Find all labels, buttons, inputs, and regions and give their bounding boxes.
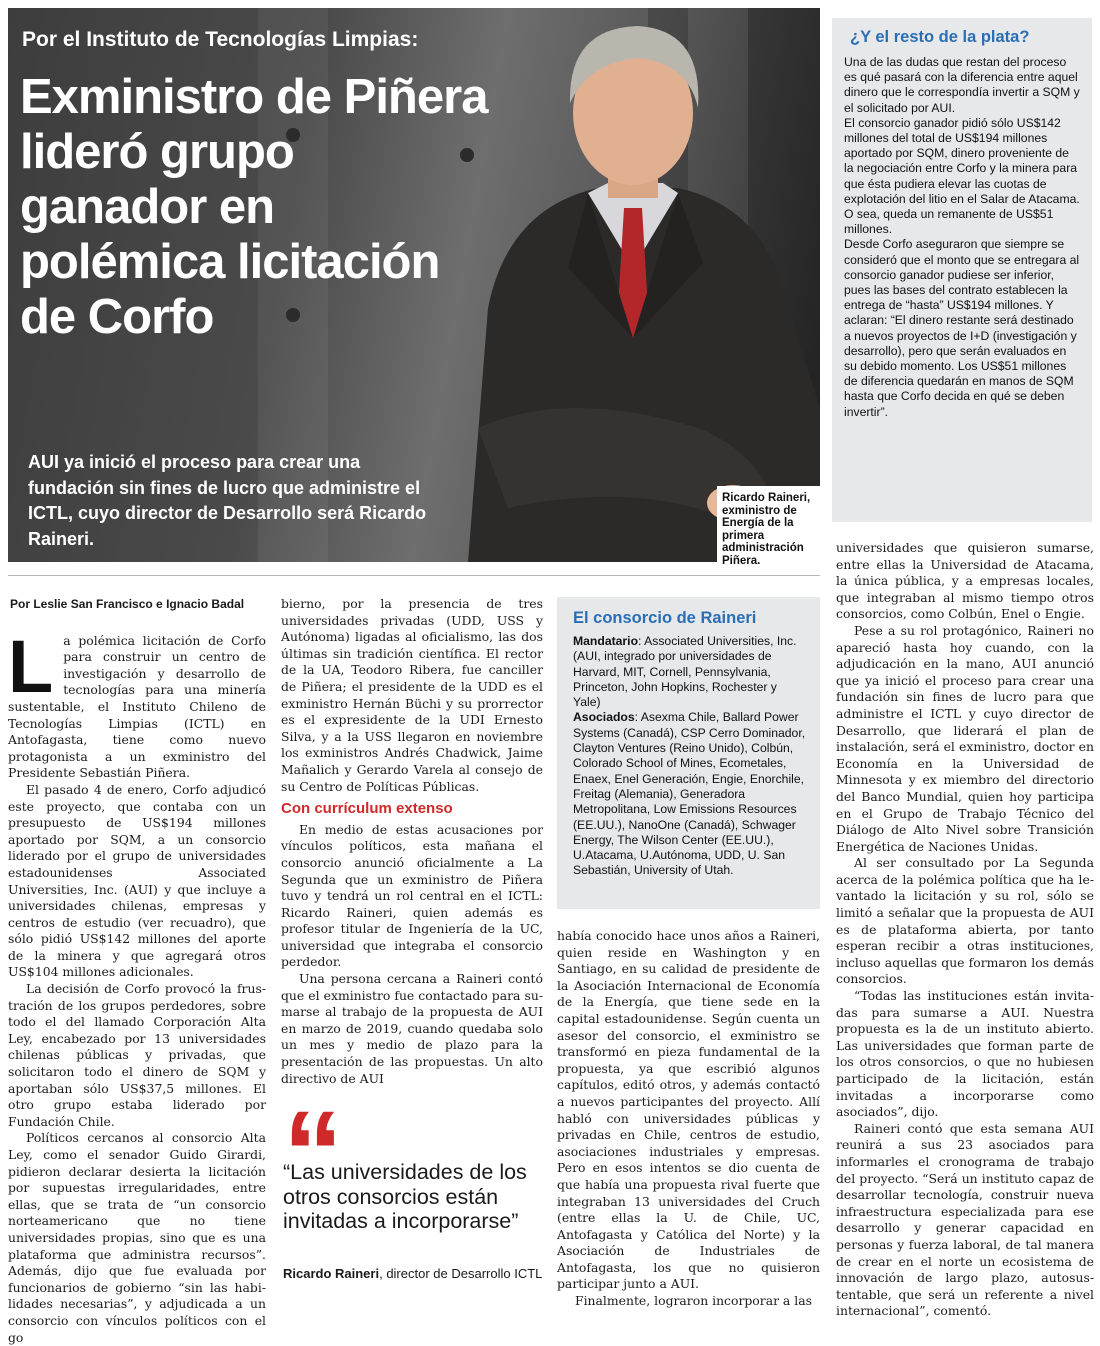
article-paragraph: Pese a su rol protagónico, Raineri no apareció hasta hoy cuando, con la adjudicación en la mano, AUI anunció que ya inició el proceso para crear una fundación sin fines de lucro para que administre el ICTL y cuyo director de Desarrollo, que liderará el plan de instalación, será el exministro, doctor en Economía en la Universidad de Minnesota y ex miembro del directorio del Banco Mundial, quien hoy participa en el Grupo de Trabajo Técnico del Diálogo de Alto Nivel sobre Transición Energética de Naciones Unidas. xyxy=(836,622,1094,854)
article-paragraph: bierno, por la presencia de tres universidades privadas (UDD, USS y Autónoma) ligadas al oficialismo, las dos últimas sin tradición científica. El rector de la UA, Teodoro Ribera, fue canciller de Piñera; el presidente de la UDD es el exministro Hernán Büchi y su prorrector es el expresidente de la UDI Ernesto Silva, y a la USS llegaron en noviembre los exministros Andrés Chadwick, Jaime Mañalich y Gerardo Varela al consejo de su Centro de Políticas Públicas. xyxy=(281,596,543,794)
section-divider xyxy=(8,575,820,576)
article-paragraph: “Todas las instituciones están invitadas para sumarse a AUI. Nuestra propuesta es la de un instituto abierto. Las universidades que forman parte de los otros consorcios, o que no hubiesen participado de la licitación, están invitadas a incorporarse como asociados”, dijo. xyxy=(836,988,1094,1120)
article-paragraph: Finalmente, lograron incorporar a las xyxy=(575,1293,812,1309)
article-column-1 xyxy=(8,596,266,1346)
sidebar-paragraph: Desde Corfo aseguraron que siempre se consideró que el monto que se entregara al consorcio ganador pudiese ser inferior, pues las bases del contrato establecen la entrega de “hasta” US$194 millones. Y aclaran: “El dinero restante será destinado a nuevos proyectos de I+D (investigación y desarrollo), pero que serán evaluados en su debido momento. Los US$51 millones de diferencia quedarán en manos de SQM hasta que Corfo decida en qué se deben invertir”. xyxy=(844,237,1080,419)
quote-mark-icon: “ xyxy=(283,1086,343,1220)
article-paragraph: había conocido hace unos años a Raineri, quien reside en Washington y en Santiago, en su calidad de presidente de la Asociación Internacional de Economía de la Energía, que tiene sede en la capital estadounidense. Según cuenta un asesor del consorcio, el exministro se transformó en pieza fundamental de la propuesta, ya que escribió algunos capítulos, editó otros, y además contactó a nuevos participantes del proyecto. Allí habló con universidades públicas y privadas en Chile, centros de estudio, asociaciones industriales y empresas. Pero en esos intentos se dio cuenta de que había una propuesta rival fuerte que integraban 13 universidades del Cruch (entre ellas la U. de Chile, UC, Antofagasta y Católica del Norte) y la Asociación de Industriales de Antofagasta, los que no quisieron participar junto a AUI. xyxy=(557,928,820,1292)
sidebar-title: ¿Y el resto de la plata? xyxy=(850,28,1030,46)
article-paragraph: Al ser consultado por La Segunda acerca de la polémica política que ha levantado la licitación y su rol, sólo se limitó a señalar que la propuesta de AUI es de plataforma abierta, por tanto esperan recibir a otras instituciones, incluso aquellas que formaron los demás consorcios. xyxy=(836,855,1094,987)
asociados-text: : Asexma Chile, Ballard Power Systems (Canadá), CSP Cerro Dominador, Clayton Ventures (Reino Unido), Colbún, Colorado School of Mines, Ecometales, Enaex, Enel Generación, Engie, Enorchile, Freitag (Alemania), Generadora Metropolitana, Low Emissions Resources (EE.UU.), NanoOne (Canadá), Schwager Energy, The Wilson Center (EE.UU.), U.Atacama, U.Autónoma, UDD, U. San Sebastián, University of Utah. xyxy=(573,710,806,878)
photo-caption: Ricardo Raineri, exministro de Energía de la primera administración Piñera. xyxy=(717,486,820,566)
article-column-4 xyxy=(836,540,1094,1320)
article-paragraph: La decisión de Corfo provocó la frustración de los grupos perdedores, sobre todo el del llamado Corporación Alta Ley, encabezado por 13 universidades chilenas públicas y privadas, que solicitaron todo el dinero de SQM y aportaban sólo US$37,5 millones. El otro grupo estaba liderado por Fundación Chile. xyxy=(8,981,266,1129)
sidebar-paragraph: O sea, queda un remanente de US$51 millones. xyxy=(844,207,1054,237)
deck: AUI ya inició el proceso para crear una fundación sin fines de lucro que administre el ICTL, cuyo director de Desarrollo será Ricardo Raineri. xyxy=(28,452,427,549)
hero-photo-panel xyxy=(8,8,820,567)
pull-quote: “Las universidades de los otros consorcios están invitadas a incorporarse” xyxy=(283,1160,527,1233)
pull-quote-attribution xyxy=(283,1266,545,1282)
box-title: El consorcio de Raineri xyxy=(573,609,757,627)
sidebar-paragraph: Una de las dudas que restan del proceso es qué pasará con la diferencia entre aquel dinero que le correspondía invertir a SQM y el solicitado por AUI. xyxy=(844,55,1080,115)
asociados-label: Asociados xyxy=(573,710,635,725)
article-column-3 xyxy=(557,928,820,1310)
sidebar-body xyxy=(844,55,1080,420)
article-paragraph: El pasado 4 de enero, Corfo adjudicó este proyecto, que contaba con un presupuesto de US$194 millones aportado por SQM, a un consorcio liderado por el grupo de universidades estadounidenses Associated Universities, Inc. (AUI) y que incluye a universidades chilenas, empresas y centros de estudio (ver recuadro), que sólo pidió US$142 millones del aporte de la minera y que agregará otros US$104 millones adicionales. xyxy=(8,781,266,980)
drop-cap: L xyxy=(8,624,54,708)
byline: Por Leslie San Francisco e Ignacio Badal xyxy=(10,597,245,611)
article-paragraph: a polémica licitación de Corfo para construir un centro de investigación y desarrollo de tecnologías para una minería sustentable, el Instituto Chileno de Tecnologías Limpias (ICTL) en Antofagasta, tiene como nuevo protagonista a un exministro del Presidente Sebastián Piñera. xyxy=(8,632,266,781)
portrait-figure xyxy=(448,8,820,562)
mandatario-text: : Associated Universities, Inc. (AUI, integrado por universidades de Harvard, MIT, Cornell, Pennsylvania, Princeton, John Hopkins, Rochester y Yale) xyxy=(573,634,797,710)
article-paragraph: En medio de estas acusaciones por vínculos políticos, esta mañana el consorcio anunció oficialmente a La Segunda que un exministro de Piñera tuvo y tendrá un rol central en el ICTL: Ricardo Raineri, quien además es profesor titular de Ingeniería de la UC, universidad que integraba el consorcio perdedor. xyxy=(281,821,543,970)
box-body xyxy=(573,634,806,879)
article-paragraph: Una persona cercana a Raineri contó que el exministro fue contactado para sumarse al trabajo de la propuesta de AUI en marzo de 2019, cuando quedaba solo un mes y medio de plazo para la presentación de las propuestas. Un alto directivo de AUI xyxy=(281,971,543,1086)
quote-author: Ricardo Raineri xyxy=(283,1266,380,1281)
sidebar-paragraph: El consorcio ganador pidió sólo US$142 millones del total de US$194 millones aportado por SQM, dinero proveniente de la negociación entre Corfo y la minera para que ésta pudiera elevar las cuotas de explotación del litio en el Salar de Atacama. xyxy=(844,115,1080,206)
quote-author-role: , director de Desarrollo ICTL xyxy=(379,1266,543,1281)
subhead: Con currículum extenso xyxy=(281,800,453,818)
kicker: Por el Instituto de Tecnologías Limpias: xyxy=(22,28,419,51)
mandatario-label: Mandatario xyxy=(573,634,639,648)
article-paragraph: Raineri contó que esta semana AUI reunirá a sus 23 asociados para informarles el cronograma de trabajo del proyecto. “Será un instituto capaz de desarrollar tecnología, construir nueva infraestructura especializada para ese desarrollo y generar capacidad en personas y fuerza laboral, de tal manera de crear en el norte un ecosistema de innovación de largo plazo, autosustentable, que será un referente a nivel internacional”, comentó. xyxy=(836,1120,1094,1319)
sidebar-box xyxy=(832,18,1092,522)
consortium-box xyxy=(557,597,820,909)
article-paragraph: Políticos cercanos al consorcio Alta Ley, como el senador Guido Girardi, pidieron declarar desierta la licitación por supuestas irregularidades, entre ellas, que se trata de “un consorcio norteamericano que no tiene universidades propias, sino que es una plataforma que administra recursos”. Además, dijo que fue evaluada por funcionarios de gobierno “sin las habilidades necesarias”, y adjudicada a un consorcio con vínculos políticos con el go xyxy=(8,1130,266,1345)
article-paragraph: universidades que quisieron sumarse, entre ellas la Universidad de Atacama, la única pública, y a empresas locales, que integraban al mismo tiempo otros consorcios, como Colbún, Enel o Engie. xyxy=(836,540,1094,622)
headline: Exministro de Piñera lideró grupo ganador en polémica licitación de Corfo xyxy=(20,70,488,344)
article-column-2 xyxy=(281,596,543,1087)
